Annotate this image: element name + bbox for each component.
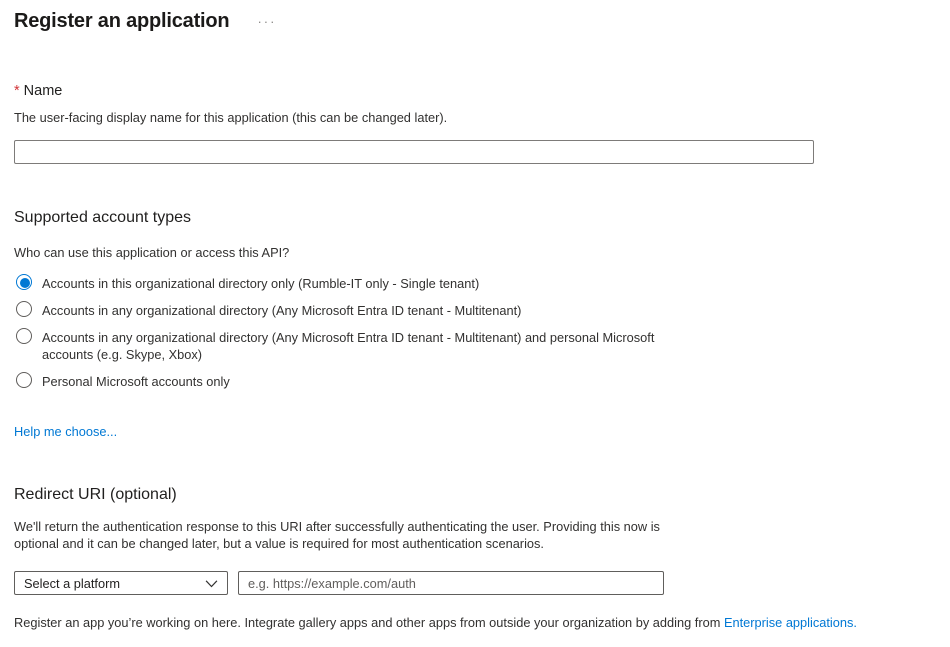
- redirect-uri-heading: Redirect URI (optional): [14, 486, 177, 503]
- account-types-question: Who can use this application or access this API?: [14, 245, 290, 260]
- chevron-down-icon: [205, 577, 218, 590]
- help-me-choose-link[interactable]: Help me choose...: [14, 424, 118, 439]
- app-name-input[interactable]: [14, 140, 814, 164]
- supported-account-types-heading: Supported account types: [14, 209, 192, 226]
- footer-note: [14, 615, 936, 630]
- radio-option-label: Accounts in any organizational directory (Any Microsoft Entra ID tenant - Multitenant) and personal Microsoft accounts (e.g. Skype, Xbox): [42, 330, 655, 362]
- name-field-label: [14, 83, 936, 99]
- radio-unselected-icon: [16, 301, 32, 317]
- name-label-text: Name: [23, 83, 63, 99]
- radio-option-label: Personal Microsoft accounts only: [42, 374, 230, 389]
- radio-option-multitenant-personal[interactable]: [14, 328, 936, 363]
- required-asterisk: *: [14, 83, 20, 99]
- radio-unselected-icon: [16, 328, 32, 344]
- footer-note-text: Register an app you’re working on here. Integrate gallery apps and other apps from outside your organization by adding from: [14, 615, 724, 630]
- radio-option-single-tenant[interactable]: [14, 274, 936, 292]
- account-types-radio-group: [14, 274, 936, 390]
- title-row: [14, 10, 936, 33]
- radio-selected-icon: [16, 274, 32, 290]
- redirect-uri-description: We'll return the authentication response to this URI after successfully authenticating the user. Providing this now is optional and it can be changed later, but a value is required for most authentication scenarios.: [14, 519, 660, 551]
- radio-option-personal-only[interactable]: [14, 372, 936, 390]
- enterprise-applications-link[interactable]: Enterprise applications.: [723, 615, 857, 630]
- radio-option-multitenant[interactable]: [14, 301, 936, 319]
- radio-unselected-icon: [16, 372, 32, 388]
- radio-option-label: Accounts in any organizational directory (Any Microsoft Entra ID tenant - Multitenant): [42, 303, 522, 318]
- name-field-description: The user-facing display name for this application (this can be changed later).: [14, 110, 448, 125]
- radio-option-label: Accounts in this organizational directory only (Rumble-IT only - Single tenant): [42, 276, 480, 291]
- page-title: Register an application: [14, 10, 230, 32]
- platform-select-dropdown[interactable]: [14, 571, 228, 595]
- ellipsis-icon[interactable]: ···: [257, 14, 277, 29]
- redirect-uri-controls: [14, 571, 936, 595]
- redirect-uri-input[interactable]: [238, 571, 664, 595]
- platform-select-value: Select a platform: [24, 575, 121, 591]
